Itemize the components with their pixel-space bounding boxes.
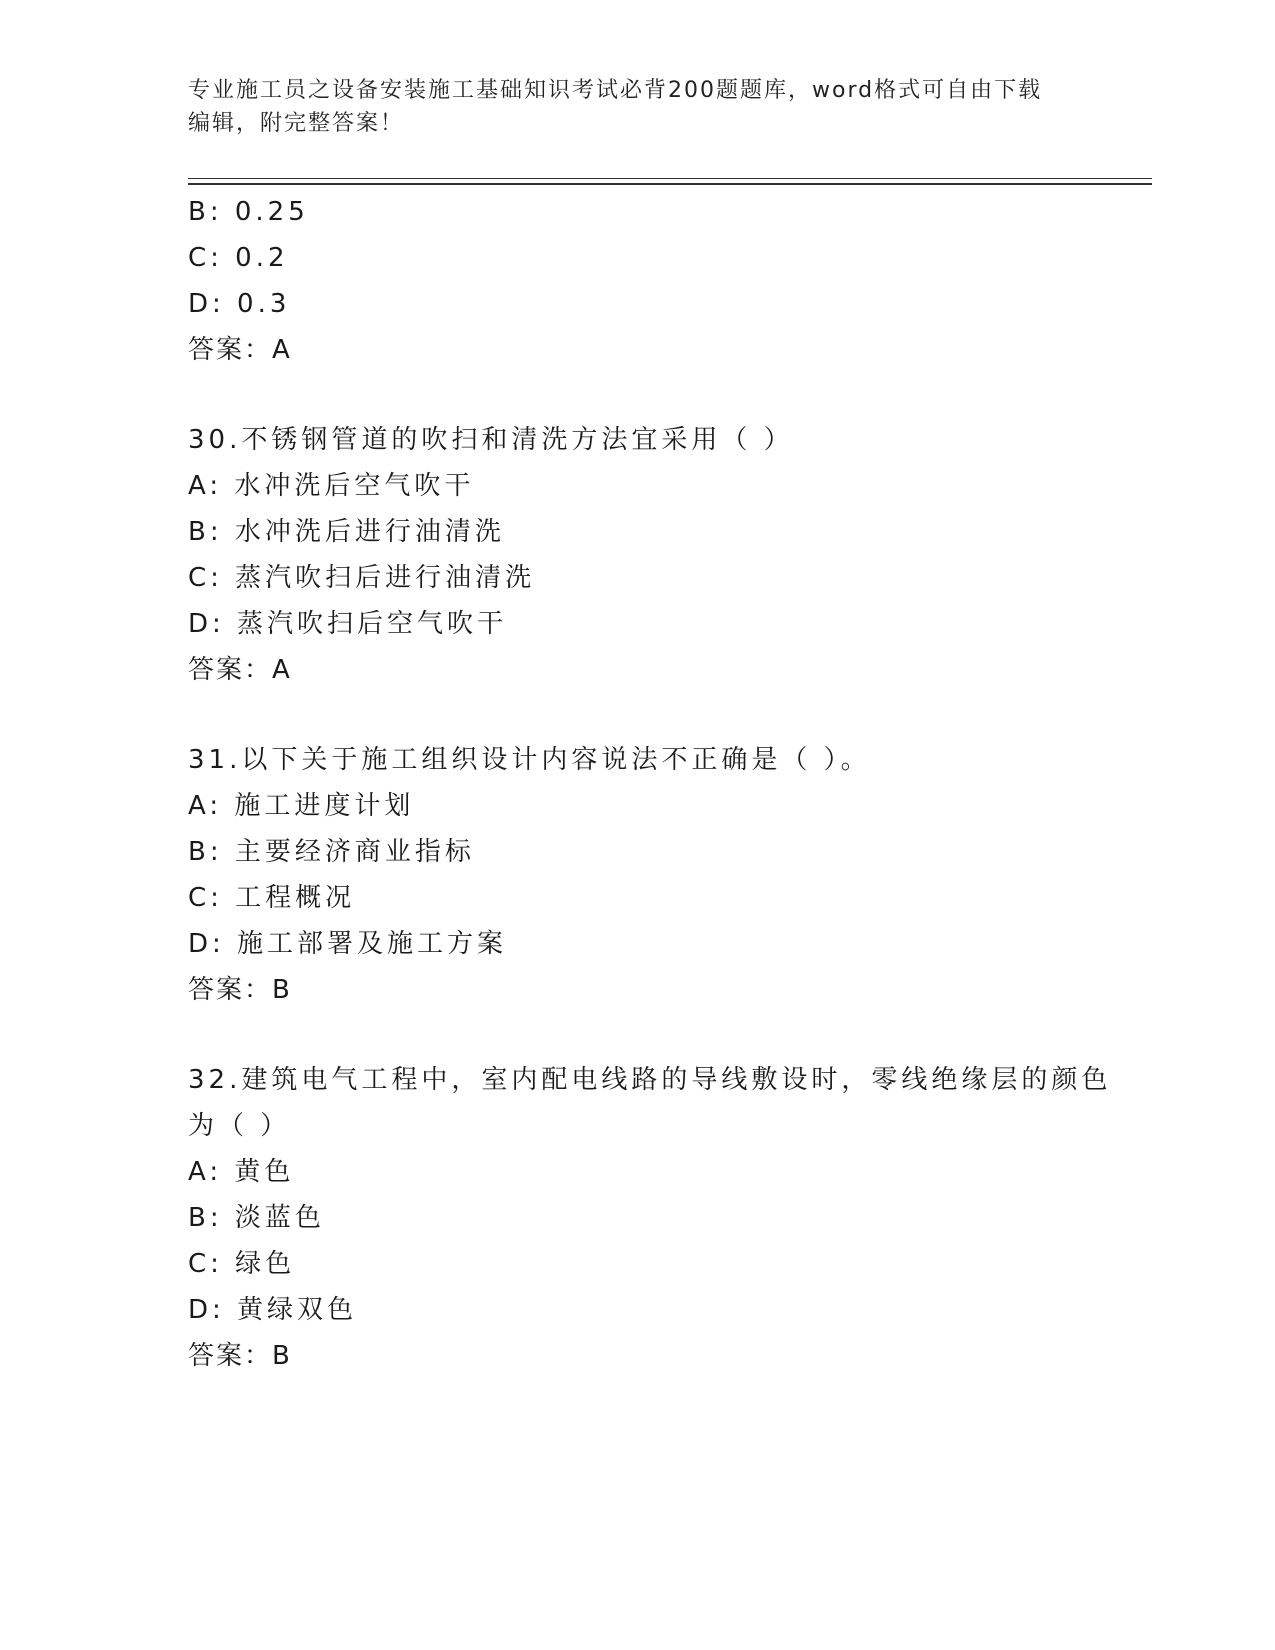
- question-spacer: [188, 693, 1088, 737]
- question-29-partial: [188, 189, 1088, 373]
- header-title-line-1: 专业施工员之设备安装施工基础知识考试必背200题题库，word格式可自由下载: [188, 78, 1043, 103]
- question-stem-line-1: 32.建筑电气工程中，室内配电线路的导线敷设时，零线绝缘层的颜色: [188, 1065, 1112, 1095]
- answer-line: 答案：A: [188, 655, 292, 685]
- answer-line: 答案：A: [188, 335, 292, 365]
- option-d: D: 蒸汽吹扫后空气吹干: [188, 609, 508, 639]
- option-c: C: 工程概况: [188, 883, 356, 913]
- header-divider-thin: [188, 178, 1152, 179]
- option-b: B: 淡蓝色: [188, 1203, 325, 1233]
- question-stem: 31.以下关于施工组织设计内容说法不正确是（ ）。: [188, 745, 871, 775]
- option-b: B: 主要经济商业指标: [188, 837, 475, 867]
- question-stem-line-2: 为（ ）: [188, 1111, 291, 1141]
- option-d: D: 0.3: [188, 289, 291, 319]
- option-d: D: 黄绿双色: [188, 1295, 358, 1325]
- option-a: A: 施工进度计划: [188, 791, 415, 821]
- option-c: C: 蒸汽吹扫后进行油清洗: [188, 563, 536, 593]
- option-c: C: 0.2: [188, 243, 289, 273]
- question-32: [188, 1057, 1112, 1379]
- question-spacer: [188, 1013, 1088, 1057]
- option-c: C: 绿色: [188, 1249, 296, 1279]
- question-list: [188, 189, 1112, 1379]
- option-a: A: 黄色: [188, 1157, 295, 1187]
- answer-line: 答案：B: [188, 975, 292, 1005]
- option-a: A: 水冲洗后空气吹干: [188, 471, 475, 501]
- question-spacer: [188, 373, 1088, 417]
- answer-line: 答案：B: [188, 1341, 292, 1371]
- option-b: B: 水冲洗后进行油清洗: [188, 517, 505, 547]
- header-divider-thick: [188, 183, 1152, 185]
- option-b: B: 0.25: [188, 197, 309, 227]
- header-title-line-2: 编辑，附完整答案！: [188, 111, 405, 136]
- question-31: [188, 737, 1088, 1013]
- option-d: D: 施工部署及施工方案: [188, 929, 508, 959]
- question-stem: 30.不锈钢管道的吹扫和清洗方法宜采用（ ）: [188, 425, 794, 455]
- document-header: [188, 74, 1088, 140]
- question-30: [188, 417, 1088, 693]
